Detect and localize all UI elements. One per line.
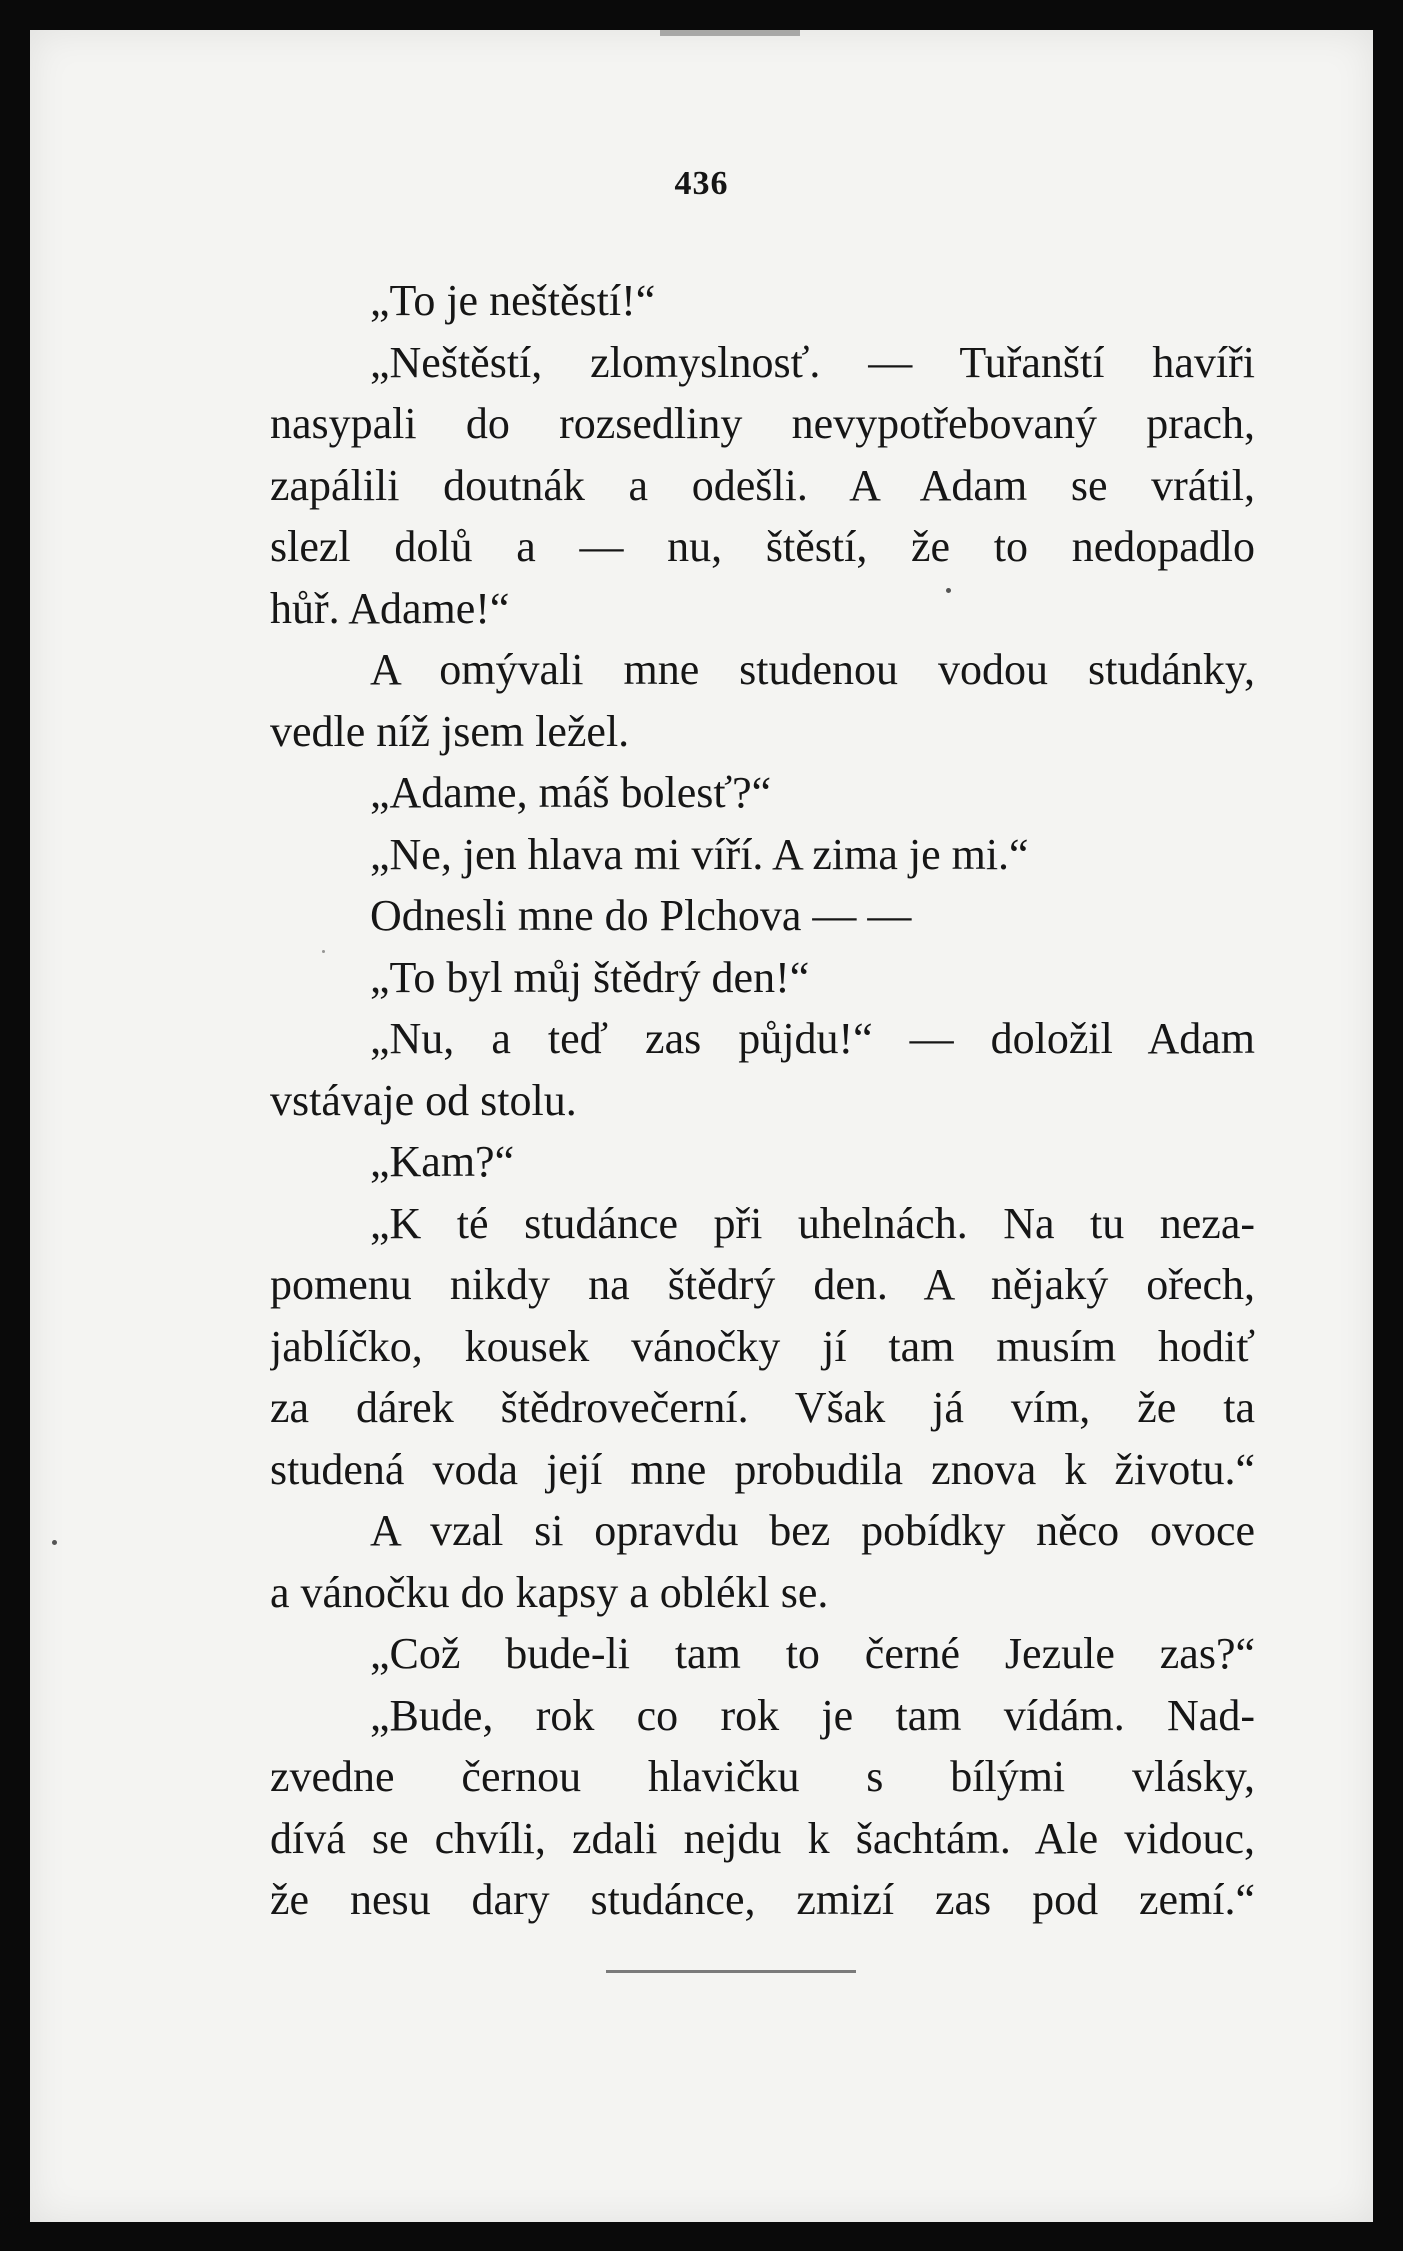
- page-body-text: [270, 270, 1255, 1931]
- text-line: „To byl můj štědrý den!“: [370, 952, 810, 1002]
- text-line: „Což bude-li tam to černé Jezule zas?“: [370, 1629, 1255, 1678]
- text-line: a vánočku do kapsy a oblékl se.: [270, 1567, 829, 1617]
- text-line: A vzal si opravdu bez pobídky něco ovoce: [370, 1506, 1255, 1555]
- text-line: „Kam?“: [370, 1137, 515, 1186]
- text-line: „Adame, máš bolesť?“: [370, 768, 772, 817]
- page-edge-mark: [660, 30, 800, 36]
- text-line: „K té studánce při uhelnách. Na tu neza-: [370, 1198, 1255, 1248]
- text-line: „To je neštěstí!“: [370, 276, 656, 325]
- text-line: vstávaje od stolu.: [270, 1075, 577, 1125]
- text-line: Odnesli mne do Plchova — —: [370, 891, 912, 940]
- text-line: hůř. Adame!“: [270, 583, 510, 633]
- text-line: „Nu, a teď zas půjdu!“ — doložil Adam: [370, 1014, 1255, 1063]
- text-line: A omývali mne studenou vodou studánky,: [370, 645, 1255, 694]
- text-line: zapálili doutnák a odešli. A Adam se vrátil,: [270, 460, 1255, 510]
- paper-speck: [52, 1540, 57, 1545]
- text-line: pomenu nikdy na štědrý den. A nějaký ořech,: [270, 1260, 1255, 1309]
- text-line: dívá se chvíli, zdali nejdu k šachtám. Ale vidouc,: [270, 1813, 1255, 1863]
- text-line: slezl dolů a — nu, štěstí, že to nedopadlo: [270, 522, 1255, 571]
- text-line: nasypali do rozsedliny nevypotřebovaný prach,: [270, 399, 1255, 448]
- page-number: 436: [674, 165, 729, 202]
- bottom-divider: [606, 1970, 856, 1973]
- text-line: vedle níž jsem ležel.: [270, 706, 630, 756]
- text-line: že nesu dary studánce, zmizí zas pod zemí.“: [270, 1875, 1255, 1924]
- text-line: „Bude, rok co rok je tam vídám. Nad-: [370, 1690, 1255, 1740]
- text-line: „Ne, jen hlava mi víří. A zima je mi.“: [370, 829, 1029, 879]
- text-line: za dárek štědrovečerní. Však já vím, že ta: [270, 1383, 1255, 1432]
- text-line: zvedne černou hlavičku s bílými vlásky,: [270, 1752, 1255, 1801]
- text-line: studená voda její mne probudila znova k životu.“: [270, 1444, 1255, 1494]
- paper-speck: [946, 588, 951, 593]
- text-line: „Neštěstí, zlomyslnosť. — Tuřanští havíři: [370, 337, 1255, 387]
- text-line: jablíčko, kousek vánočky jí tam musím hodiť: [270, 1321, 1255, 1371]
- paper-speck: [322, 950, 325, 953]
